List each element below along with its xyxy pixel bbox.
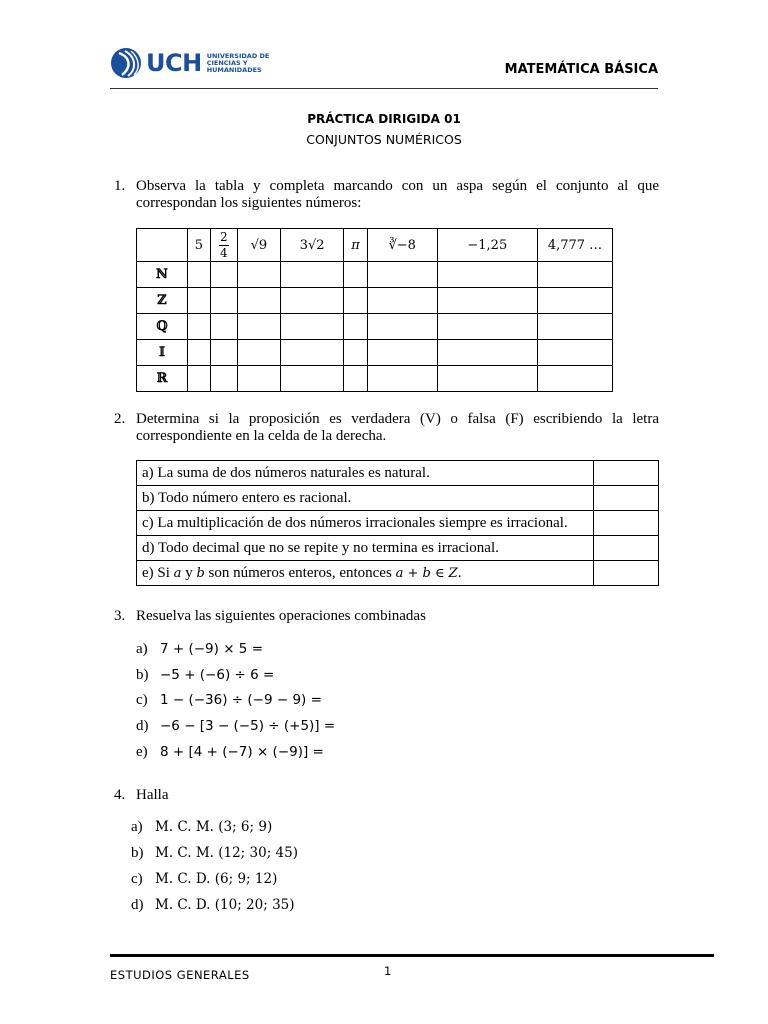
- statement-cell: d) Todo decimal que no se repite y no termina es irracional.: [137, 536, 594, 561]
- answer-cell[interactable]: [594, 486, 659, 511]
- answer-cell[interactable]: [210, 340, 237, 366]
- table-header-row: [137, 229, 613, 262]
- list-item: b) −5 + (−6) ÷ 6 =: [136, 667, 275, 683]
- answer-cell[interactable]: [437, 288, 537, 314]
- answer-cell[interactable]: [594, 511, 659, 536]
- statement-cell: c) La multiplicación de dos números irracionales siempre es irracional.: [137, 511, 594, 536]
- table-row: [137, 486, 659, 511]
- answer-cell[interactable]: [344, 366, 367, 392]
- column-header: −1,25: [437, 229, 537, 262]
- answer-cell[interactable]: [188, 288, 211, 314]
- question-3: [114, 608, 659, 625]
- list-item: a) 7 + (−9) × 5 =: [136, 641, 264, 657]
- list-item: d) −6 − [3 − (−5) ÷ (+5)] =: [136, 718, 336, 734]
- answer-cell[interactable]: [280, 288, 343, 314]
- answer-cell[interactable]: [367, 366, 437, 392]
- answer-cell[interactable]: [210, 262, 237, 288]
- question-number: 4.: [114, 787, 126, 803]
- answer-cell[interactable]: [188, 366, 211, 392]
- answer-cell[interactable]: [237, 340, 280, 366]
- uch-globe-icon: [110, 47, 142, 79]
- true-false-table: [136, 460, 659, 586]
- answer-cell[interactable]: [538, 288, 613, 314]
- logo-subtitle: UNIVERSIDAD DE CIENCIAS Y HUMANIDADES: [206, 51, 270, 74]
- answer-cell[interactable]: [538, 314, 613, 340]
- answer-cell[interactable]: [237, 314, 280, 340]
- page-number: 1: [384, 964, 392, 978]
- page-title: PRÁCTICA DIRIGIDA 01: [307, 112, 461, 126]
- answer-cell[interactable]: [538, 262, 613, 288]
- row-label: ℤ: [137, 288, 188, 314]
- answer-cell[interactable]: [280, 366, 343, 392]
- column-header: 4,777 …: [538, 229, 613, 262]
- answer-cell[interactable]: [367, 262, 437, 288]
- column-header: √9: [237, 229, 280, 262]
- answer-cell[interactable]: [188, 340, 211, 366]
- question-text: Resuelva las siguientes operaciones combinadas: [136, 608, 426, 624]
- answer-cell[interactable]: [210, 288, 237, 314]
- answer-cell[interactable]: [188, 262, 211, 288]
- answer-cell[interactable]: [367, 314, 437, 340]
- table-row: [137, 366, 613, 392]
- answer-cell[interactable]: [367, 288, 437, 314]
- table-corner-cell: [137, 229, 188, 262]
- course-title: MATEMÁTICA BÁSICA: [504, 62, 658, 77]
- answer-cell[interactable]: [594, 561, 659, 586]
- list-item: c) M. C. D. (6; 9; 12): [131, 871, 278, 887]
- row-label: 𝕀: [137, 340, 188, 366]
- answer-cell[interactable]: [280, 340, 343, 366]
- uch-logo: [110, 46, 269, 80]
- answer-cell[interactable]: [344, 340, 367, 366]
- answer-cell[interactable]: [437, 262, 537, 288]
- answer-cell[interactable]: [367, 340, 437, 366]
- table-row: [137, 262, 613, 288]
- answer-cell[interactable]: [538, 340, 613, 366]
- row-label: ℕ: [137, 262, 188, 288]
- question-number: 3.: [114, 608, 126, 624]
- answer-cell[interactable]: [237, 288, 280, 314]
- question-text: Observa la tabla y completa marcando con un aspa según el conjunto al que correspondan los siguientes números:: [136, 178, 659, 211]
- column-header: ∛−8: [367, 229, 437, 262]
- question-2: [114, 411, 659, 445]
- answer-cell[interactable]: [237, 366, 280, 392]
- question-1: [114, 178, 659, 212]
- answer-cell[interactable]: [594, 536, 659, 561]
- answer-cell[interactable]: [188, 314, 211, 340]
- footer-label: ESTUDIOS GENERALES: [110, 968, 250, 982]
- answer-cell[interactable]: [538, 366, 613, 392]
- footer-divider: [110, 954, 714, 957]
- statement-cell: e) Si a y b son números enteros, entonces a + b ∈ Z.: [137, 561, 594, 586]
- answer-cell[interactable]: [280, 262, 343, 288]
- question-number: 2.: [114, 411, 126, 427]
- question-number: 1.: [114, 178, 126, 194]
- list-item: a) M. C. M. (3; 6; 9): [131, 819, 273, 835]
- number-sets-table: [136, 228, 613, 392]
- table-row: [137, 288, 613, 314]
- answer-cell[interactable]: [344, 288, 367, 314]
- table-row: [137, 561, 659, 586]
- answer-cell[interactable]: [437, 314, 537, 340]
- answer-cell[interactable]: [237, 262, 280, 288]
- list-item: c) 1 − (−36) ÷ (−9 − 9) =: [136, 692, 322, 708]
- answer-cell[interactable]: [344, 262, 367, 288]
- answer-cell[interactable]: [437, 340, 537, 366]
- statement-cell: a) La suma de dos números naturales es natural.: [137, 461, 594, 486]
- table-row: [137, 511, 659, 536]
- list-item: b) M. C. M. (12; 30; 45): [131, 845, 298, 861]
- row-label: ℝ: [137, 366, 188, 392]
- question-4: [114, 787, 659, 804]
- answer-cell[interactable]: [437, 366, 537, 392]
- answer-cell[interactable]: [210, 366, 237, 392]
- table-row: [137, 536, 659, 561]
- table-row: [137, 461, 659, 486]
- column-header: 5: [188, 229, 211, 262]
- header-divider: [110, 88, 658, 89]
- column-header: π: [344, 229, 367, 262]
- answer-cell[interactable]: [594, 461, 659, 486]
- logo-text: UCH: [146, 49, 202, 77]
- list-item: d) M. C. D. (10; 20; 35): [131, 897, 295, 913]
- column-header: 3√2: [280, 229, 343, 262]
- answer-cell[interactable]: [210, 314, 237, 340]
- answer-cell[interactable]: [344, 314, 367, 340]
- table-row: [137, 340, 613, 366]
- statement-cell: b) Todo número entero es racional.: [137, 486, 594, 511]
- question-text: Halla: [136, 787, 169, 803]
- list-item: e) 8 + [4 + (−7) × (−9)] =: [136, 744, 324, 760]
- table-row: [137, 314, 613, 340]
- page-subtitle: CONJUNTOS NUMÉRICOS: [306, 132, 462, 147]
- row-label: ℚ: [137, 314, 188, 340]
- answer-cell[interactable]: [280, 314, 343, 340]
- column-header-fraction: $\frac{2}{4}$: [210, 229, 237, 262]
- question-text: Determina si la proposición es verdadera (V) o falsa (F) escribiendo la letra correspondiente en la celda de la derecha.: [136, 411, 659, 444]
